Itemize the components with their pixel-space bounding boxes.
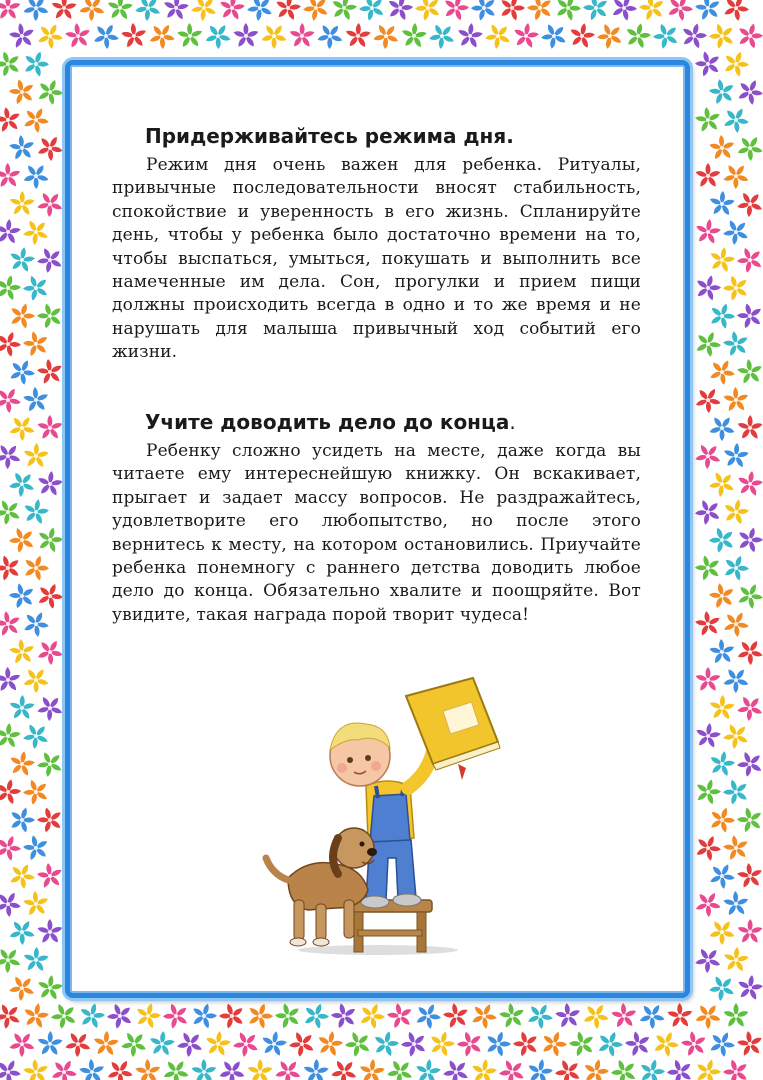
- section2-heading: [145, 410, 516, 434]
- section1-heading-text: Придерживайтесь режима дня.: [145, 124, 514, 148]
- section2-heading-text: Учите доводить дело до конца: [145, 410, 510, 434]
- stool: [348, 900, 432, 952]
- boy-holding-book-with-dog-illustration: [258, 668, 508, 958]
- section1-paragraph: Режим дня очень важен для ребенка. Ритуалы, привычные последовательности вносят стабильность, спокойствие и уверенность в его жизнь. Спланируйте день, чтобы у ребенка было достаточно времени на то, чтобы выспаться, умыться, покушать и выполнить все намеченные им дела. Сон, прогулки и прием пищи должны происходить всегда в одно и то же время и не нарушать для малыша привычный ход событий его жизни.: [112, 155, 641, 363]
- section1-heading: [145, 124, 514, 148]
- book: [406, 678, 500, 780]
- section2-heading-suffix: .: [509, 410, 516, 434]
- section2-paragraph: Ребенку сложно усидеть на месте, даже когда вы читаете ему интереснейшую книжку. Он вскакивает, прыгает и задает массу вопросов. Не раздражайтесь, удовлетворите его любопытство, но после этого вернитесь к месту, на котором остановились. Приучайте ребенка понемногу с раннего детства доводить любое дело до конца. Обязательно хвалите и поощряйте. Вот увидите, такая награда порой творит чудеса!: [112, 441, 641, 625]
